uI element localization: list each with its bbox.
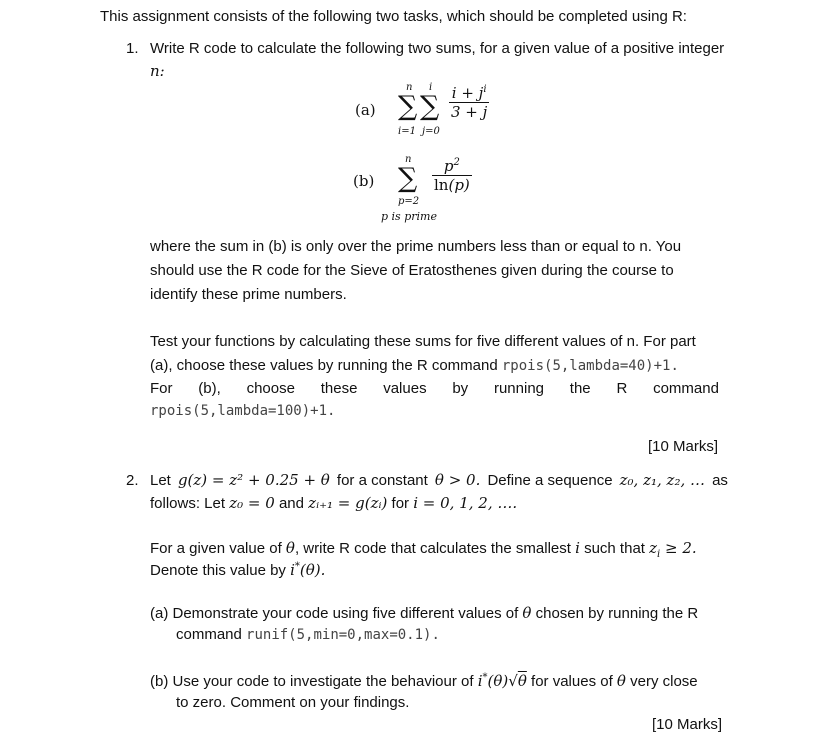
task2-line2 — [150, 494, 517, 512]
task1-para2-line3 — [150, 380, 719, 397]
text: (a) Demonstrate your code using five different values of — [150, 605, 519, 622]
formula-b-label: (b) — [353, 172, 375, 190]
task1-para2-line2 — [150, 357, 679, 374]
text: Denote this value by — [150, 562, 286, 579]
text: follows: Let — [150, 495, 226, 512]
task1-para1-line1: where the sum in (b) is only over the prime numbers less than or equal to n. You — [150, 238, 682, 255]
formula-b-sum: n ∑ p=2 — [398, 154, 420, 207]
g-definition: g(z) = z² + 0.25 + θ — [177, 471, 330, 489]
text: For a given value of — [150, 540, 282, 557]
word: For — [150, 380, 173, 397]
word: R — [616, 380, 628, 397]
intro-text: This assignment consists of the following two tasks, which should be completed using R: — [100, 8, 687, 25]
sequence-z: z₀, z₁, z₂, … — [619, 471, 705, 489]
task2-line1 — [150, 471, 728, 489]
task2-part-b-line1: (b) Use your code to investigate the behaviour of i*(θ)√θ for values of θ very close — [150, 672, 698, 690]
index-range: i = 0, 1, 2, …. — [413, 494, 518, 512]
word: (b), — [198, 380, 221, 397]
task2-part-a-line1: (a) Demonstrate your code using five different values of θ chosen by running the R — [150, 604, 699, 622]
word: choose — [246, 380, 295, 397]
rpois-40-code: rpois(5,lambda=40)+1. — [501, 358, 679, 374]
task2-number: 2. — [126, 472, 139, 489]
recurrence: zᵢ₊₁ = g(zᵢ) — [308, 494, 388, 512]
task1-line1: Write R code to calculate the following two sums, for a given value of a positive integer — [150, 40, 725, 57]
theta-condition: θ > 0. — [434, 471, 481, 489]
text: Let — [150, 472, 171, 489]
word: these — [320, 380, 358, 397]
word: values — [383, 380, 427, 397]
formula-b-fraction: $\frac{p^2}{\ln(p)}$ — [434, 157, 470, 194]
task1-para1-line3: identify these prime numbers. — [150, 286, 347, 303]
task1-para1-line2: should use the R code for the Sieve of Eratosthenes given during the course to — [150, 262, 674, 279]
task2-para2-line2: Denote this value by i*(θ). — [150, 561, 326, 579]
runif-code: runif(5,min=0,max=0.1). — [246, 627, 440, 643]
task1-line2: n: — [150, 62, 165, 80]
text: chosen by running the R — [535, 605, 699, 622]
text: such that — [584, 540, 645, 557]
formula-a-fraction: $\frac{i + j^i}{3 + j}$ — [451, 84, 488, 121]
text: for a constant — [336, 472, 428, 489]
text: Define a sequence — [487, 472, 613, 489]
task1-para2-line2-text: (a), choose these values by running the R command — [150, 357, 498, 374]
text: and — [278, 495, 304, 512]
z0-definition: z₀ = 0 — [229, 494, 275, 512]
task2-part-a-line2 — [176, 626, 440, 643]
text: (b) Use your code to investigate the behaviour of — [150, 673, 474, 690]
text: , write R code that calculates the smallest — [294, 540, 571, 557]
formula-a: n i ∑ ∑ i=1 j=0 — [398, 82, 440, 137]
formula-b-condition: p is prime — [381, 210, 437, 223]
text: as — [712, 472, 728, 489]
task1-para2-line1: Test your functions by calculating these sums for five different values of n. For part — [150, 333, 696, 350]
text: very close — [630, 673, 698, 690]
word: the — [569, 380, 591, 397]
text: for values of — [531, 673, 613, 690]
text: command — [176, 626, 242, 643]
word: by — [452, 380, 469, 397]
word: running — [493, 380, 545, 397]
task2-marks: [10 Marks] — [652, 716, 723, 733]
task2-para2-line1: For a given value of θ, write R code that calculates the smallest i such that $z_i \ge 2$. — [150, 539, 697, 560]
rpois-100-code: rpois(5,lambda=100)+1. — [150, 403, 336, 419]
text: for — [391, 495, 410, 512]
task2-part-b-line2: to zero. Comment on your findings. — [176, 694, 410, 711]
word: command — [653, 380, 719, 397]
task1-number: 1. — [126, 40, 139, 57]
formula-a-label: (a) — [355, 101, 376, 119]
task1-marks: [10 Marks] — [648, 438, 719, 455]
